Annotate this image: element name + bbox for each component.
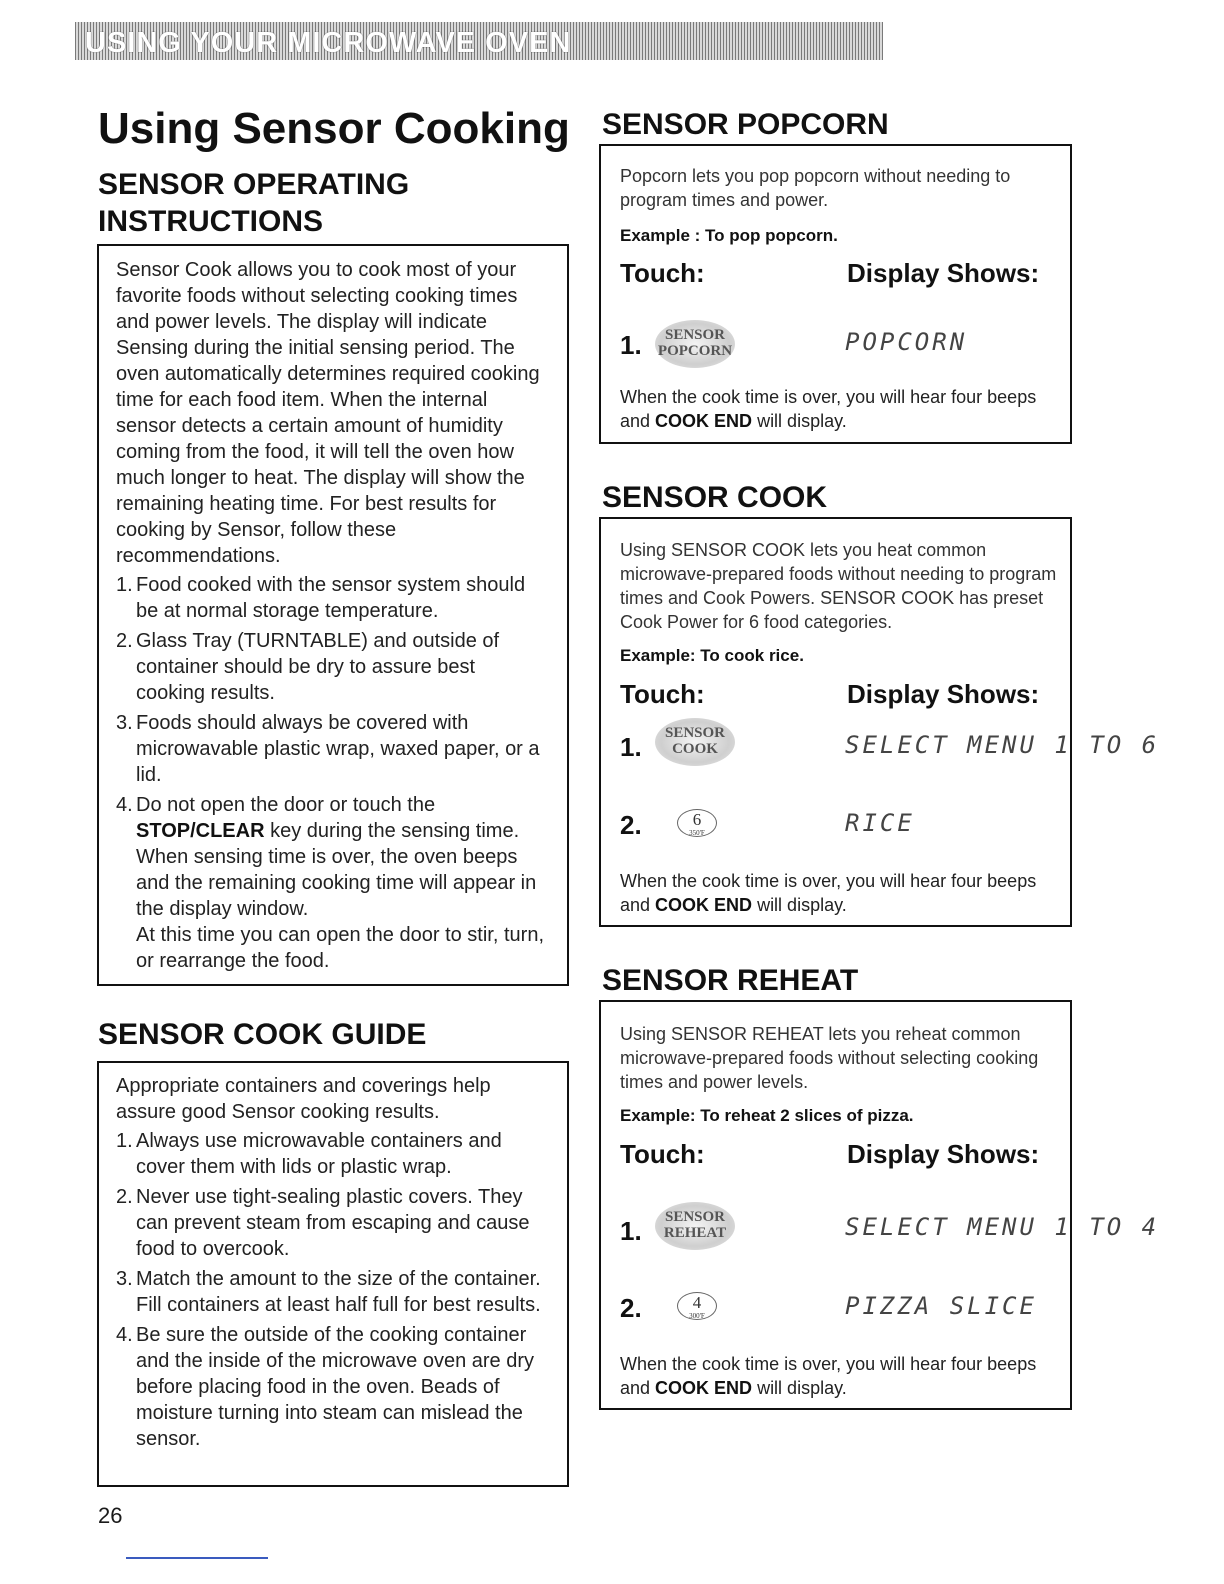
reheat-heading: SENSOR REHEAT — [602, 964, 859, 997]
operating-item-4: 4. Do not open the door or touch the STOP/CLEAR key during the sensing time. When sensing time is over, the oven beeps and the remaining cooking time will appear in the display window. At this time you can open the door to stir, turn, or rearrange the food. — [116, 794, 544, 972]
reheat-end-text: When the cook time is over, you will hear four beeps and COOK END will display. — [620, 1354, 1037, 1398]
sensor-popcorn-pad[interactable] — [655, 320, 735, 368]
sensor-popcorn-pad-bottom: POPCORN — [657, 343, 733, 359]
cook-heading: SENSOR COOK — [602, 481, 828, 514]
reheat-display-2: PIZZA SLICE — [845, 1292, 1037, 1320]
operating-heading-line2: INSTRUCTIONS — [98, 205, 323, 238]
operating-item-2: 2. Glass Tray (TURNTABLE) and outside of container should be dry to assure best cooking results. — [116, 630, 500, 704]
cook-step-2-num: 2. — [620, 810, 642, 840]
page-title: Using Sensor Cooking — [98, 104, 570, 153]
section-banner-text: USING YOUR MICROWAVE OVEN — [85, 27, 572, 59]
sensor-reheat-pad-top: SENSOR — [664, 1209, 726, 1225]
cook-display-2: RICE — [845, 809, 915, 837]
operating-box — [97, 244, 569, 986]
sensor-cook-pad-bottom: COOK — [672, 741, 718, 757]
popcorn-display-label: Display Shows: — [847, 258, 1040, 288]
reheat-intro: Using SENSOR REHEAT lets you reheat common microwave-prepared foods without selecting cooking times and power levels. — [620, 1024, 1039, 1092]
reheat-step-2-num: 2. — [620, 1293, 642, 1323]
cook-display-label: Display Shows: — [847, 679, 1040, 709]
sensor-reheat-pad-bottom: REHEAT — [663, 1225, 727, 1241]
footer-rule — [126, 1557, 268, 1559]
sensor-popcorn-pad-top: SENSOR — [664, 327, 726, 343]
operating-item-4-extra: At this time you can open the door to stir, turn, or rearrange the food. — [136, 924, 544, 972]
popcorn-display: POPCORN — [845, 328, 968, 356]
reheat-example: Example: To reheat 2 slices of pizza. — [620, 1106, 914, 1125]
reheat-display-1: SELECT MENU 1 TO 4 — [845, 1213, 1160, 1241]
reheat-touch-label: Touch: — [620, 1139, 705, 1169]
operating-intro: Sensor Cook allows you to cook most of your favorite foods without selecting cooking times and power levels. The display will indicate Sensing during the initial sensing period. The oven automatically determines required cooking time for each food item. When the internal sensor detects a certain amount of humidity coming from the food, it will tell the oven how much longer to heat. The display will show the remaining heating time. For best results for cooking by Sensor, follow these recommendations. — [116, 259, 540, 567]
reheat-step-1-num: 1. — [620, 1216, 642, 1246]
sensor-cook-pad-top: SENSOR — [664, 725, 726, 741]
cook-end-text: When the cook time is over, you will hear four beeps and COOK END will display. — [620, 871, 1037, 915]
sensor-reheat-pad[interactable] — [655, 1202, 735, 1250]
guide-item-2: 2. Never use tight-sealing plastic covers. They can prevent steam from escaping and cause food to overcook. — [116, 1186, 530, 1260]
cook-step-1-num: 1. — [620, 732, 642, 762]
cook-box — [599, 517, 1160, 927]
popcorn-heading: SENSOR POPCORN — [602, 108, 889, 141]
popcorn-touch-label: Touch: — [620, 258, 705, 288]
guide-item-3: 3. Match the amount to the size of the container. Fill containers at least half full for best results. — [116, 1268, 541, 1316]
popcorn-step-1-num: 1. — [620, 330, 642, 360]
cook-intro: Using SENSOR COOK lets you heat common microwave-prepared foods without needing to program times and Cook Powers. SENSOR COOK has preset Cook Power for 6 food categories. — [620, 540, 1057, 632]
reheat-box — [599, 1000, 1160, 1410]
operating-heading — [98, 166, 409, 240]
operating-heading-line1: SENSOR OPERATING — [98, 168, 410, 201]
operating-item-3: 3. Foods should always be covered with microwavable plastic wrap, waxed paper, or a lid. — [116, 712, 540, 786]
section-banner — [75, 22, 883, 60]
guide-heading: SENSOR COOK GUIDE — [98, 1018, 427, 1051]
guide-intro: Appropriate containers and coverings help assure good Sensor cooking results. — [116, 1075, 491, 1123]
popcorn-example: Example : To pop popcorn. — [620, 226, 838, 245]
operating-item-1: 1. Food cooked with the sensor system should be at normal storage temperature. — [116, 574, 526, 622]
number-4-key[interactable]: 4 300'F — [677, 1292, 717, 1320]
guide-box — [97, 1061, 569, 1487]
number-6-key[interactable]: 6 350'F — [677, 809, 717, 837]
guide-item-4: 4. Be sure the outside of the cooking container and the inside of the microwave oven are dry before placing food in the oven. Beads of moisture turning into steam can mislead the sensor. — [116, 1324, 534, 1450]
page-number: 26 — [98, 1503, 123, 1528]
cook-display-1: SELECT MENU 1 TO 6 — [845, 731, 1160, 759]
popcorn-box — [599, 144, 1072, 444]
popcorn-intro: Popcorn lets you pop popcorn without needing to program times and power. — [620, 166, 1011, 210]
popcorn-end-text: When the cook time is over, you will hear four beeps and COOK END will display. — [620, 387, 1037, 431]
reheat-display-label: Display Shows: — [847, 1139, 1040, 1169]
sensor-cook-pad[interactable] — [655, 718, 735, 766]
guide-item-1: 1. Always use microwavable containers and cover them with lids or plastic wrap. — [116, 1130, 502, 1178]
cook-touch-label: Touch: — [620, 679, 705, 709]
cook-example: Example: To cook rice. — [620, 646, 804, 665]
